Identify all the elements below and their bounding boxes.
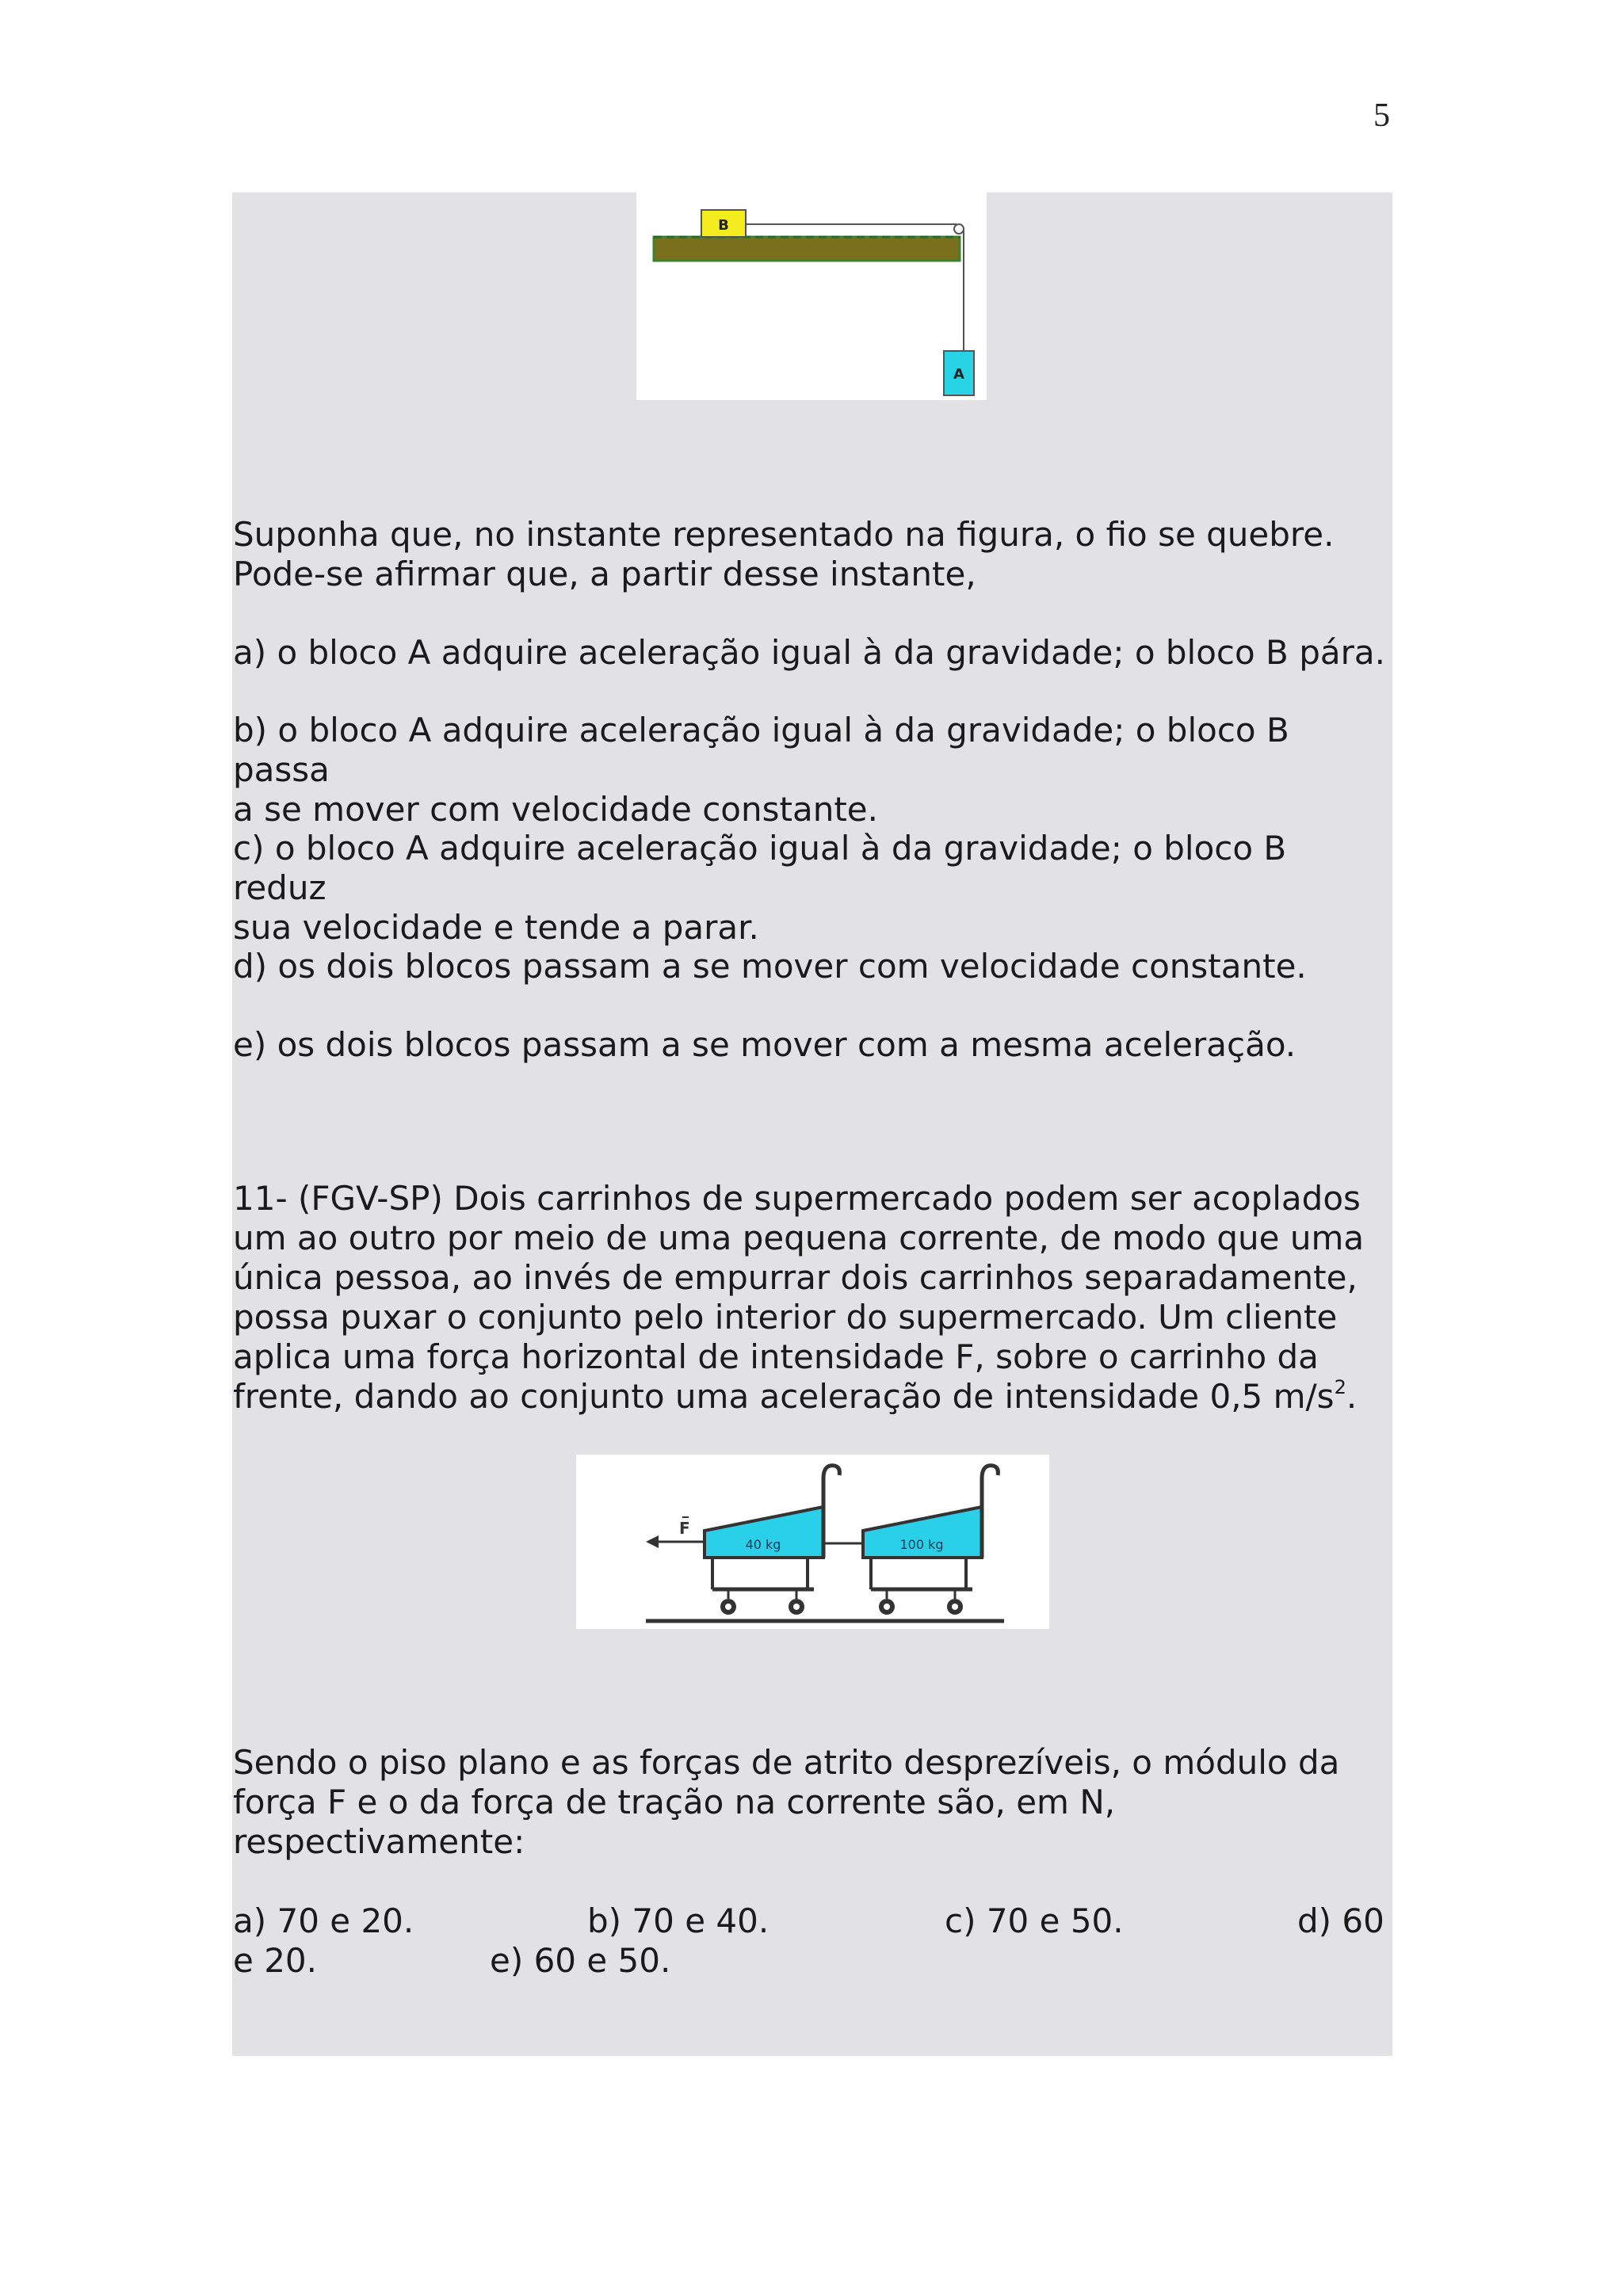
q11-stem xyxy=(233,1179,1390,1417)
q10-option-a: a) o bloco A adquire aceleração igual à da gravidade; o bloco B pára. xyxy=(233,633,1385,672)
q10-option-d: d) os dois blocos passam a se mover com velocidade constante. xyxy=(233,947,1307,986)
cart-100kg xyxy=(863,1466,998,1615)
force-label: F xyxy=(679,1519,690,1538)
q11-stem-sup: 2 xyxy=(1334,1376,1346,1398)
pulley-figure xyxy=(636,193,987,400)
q11-stem-text: 11- (FGV-SP) Dois carrinhos de supermercado podem ser acoplados um ao outro por meio de uma pequena corrente, de modo que uma única pessoa, ao invés de empurrar dois carrinhos separadamente, possa puxar o conjunto pelo interior do supermercado. Um cliente aplica uma força horizontal de intensidade F, sobre o carrinho da frente, dando ao conjunto uma aceleração de intensidade 0,5 m/s xyxy=(233,1179,1365,1416)
q11-option-d-continued: e 20. xyxy=(233,1941,317,1980)
cart-40kg xyxy=(705,1466,839,1615)
cart1-mass-label: 40 kg xyxy=(745,1537,781,1552)
q11-option-b: b) 70 e 40. xyxy=(587,1901,769,1940)
carts-figure xyxy=(576,1455,1049,1629)
q11-stem-end: . xyxy=(1346,1377,1358,1416)
q10-option-c: c) o bloco A adquire aceleração igual à da gravidade; o bloco B reduz sua velocidade e tende a parar. xyxy=(233,829,1287,947)
q11-option-c: c) 70 e 50. xyxy=(945,1901,1124,1940)
pulley xyxy=(954,224,964,234)
cart2-mass-label: 100 kg xyxy=(899,1537,944,1552)
q10-stem: Suponha que, no instante representado na figura, o fio se quebre. Pode-se afirmar que, a partir desse instante, xyxy=(233,515,1335,593)
block-a-label: A xyxy=(953,366,964,383)
q10-option-e: e) os dois blocos passam a se mover com a mesma aceleração. xyxy=(233,1025,1296,1064)
q10-option-b: b) o bloco A adquire aceleração igual à da gravidade; o bloco B passa a se mover com velocidade constante. xyxy=(233,711,1289,829)
q11-option-d: d) 60 xyxy=(1297,1901,1384,1940)
q11-question: Sendo o piso plano e as forças de atrito desprezíveis, o módulo da força F e o da força de tração na corrente são, em N, respectivamente: xyxy=(233,1743,1340,1861)
page-number: 5 xyxy=(1373,97,1390,134)
q11-option-e: e) 60 e 50. xyxy=(490,1941,671,1980)
q11-option-a: a) 70 e 20. xyxy=(233,1901,414,1940)
block-b-label: B xyxy=(718,217,729,234)
table-surface xyxy=(654,237,960,261)
